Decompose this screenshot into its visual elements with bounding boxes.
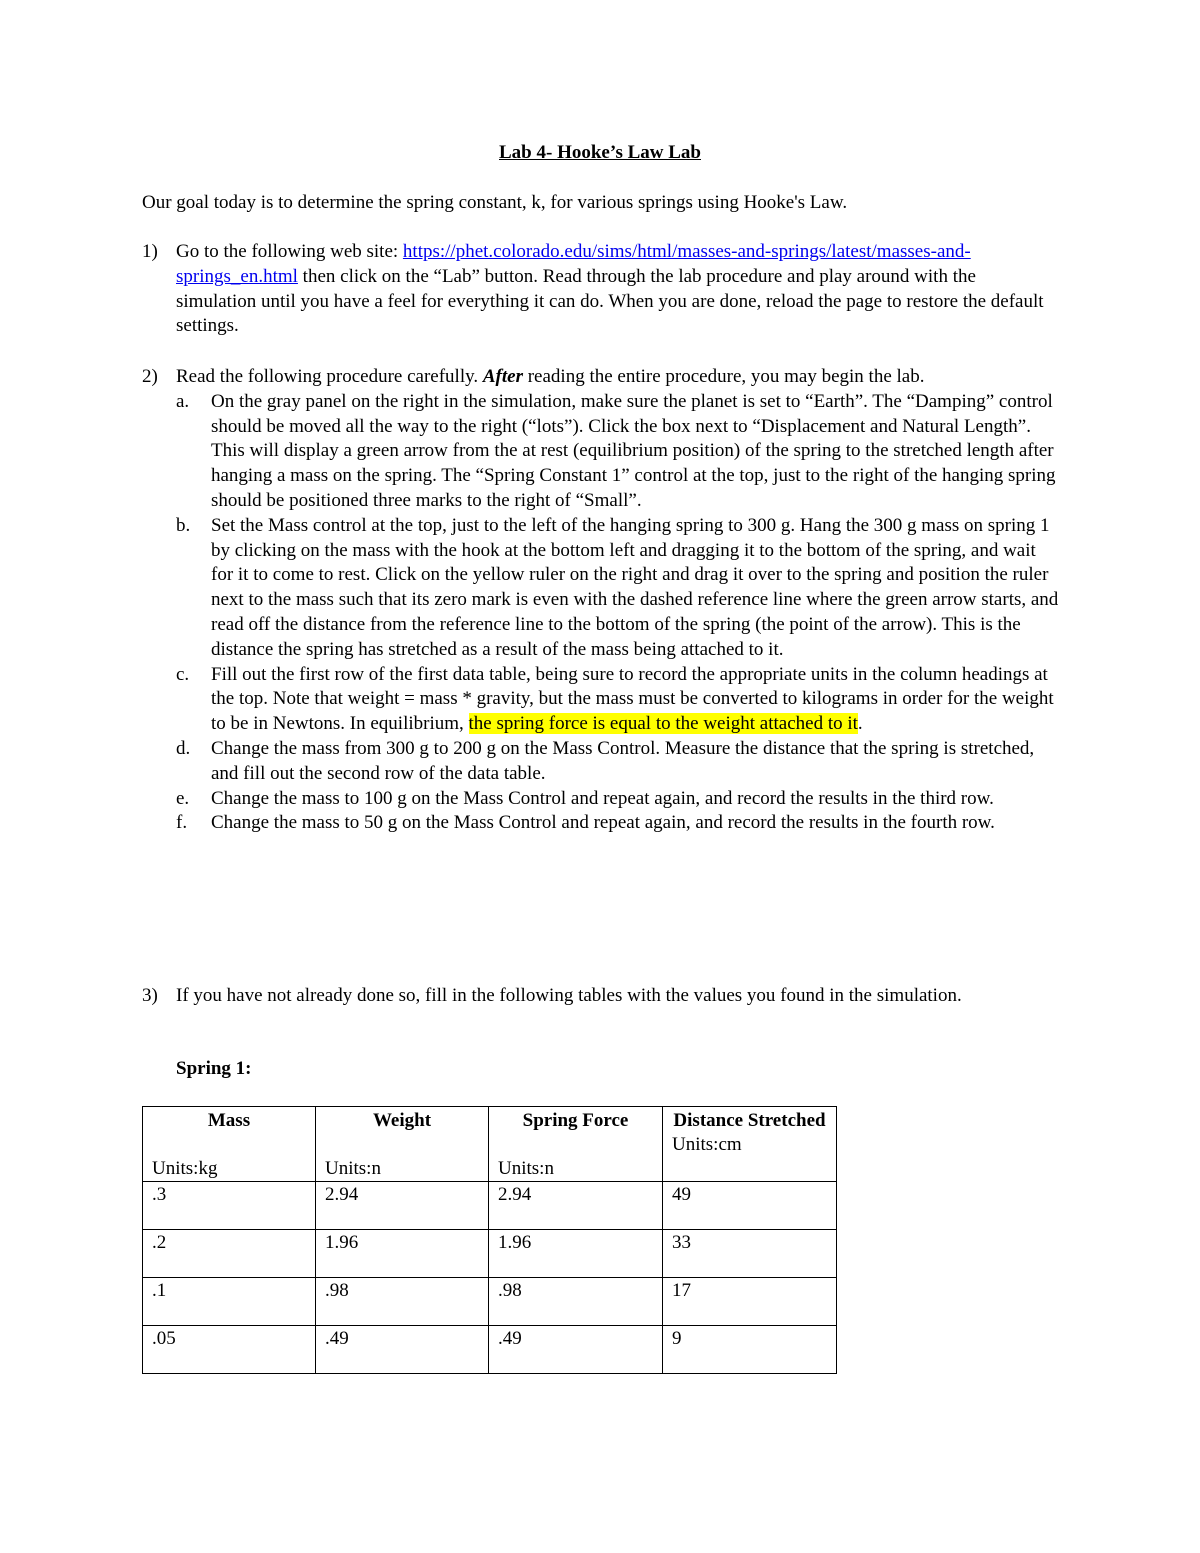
phet-simulation-link[interactable]: https://phet.colorado.edu/sims/html/masses-and-springs/latest/masses-and-springs_en.html — [176, 241, 971, 287]
header-weight — [316, 1107, 489, 1182]
header-name: Distance Stretched — [673, 1110, 826, 1131]
substep-c-tail: . — [857, 713, 863, 735]
cell-weight: .98 — [316, 1278, 489, 1326]
substep-b — [176, 514, 1060, 663]
cell-distance: 49 — [663, 1182, 837, 1230]
step-number: 3) — [142, 985, 158, 1006]
substep-text: Set the Mass control at the top, just to the left of the hanging spring to 300 g. Hang the 300 g mass on spring 1 by clicking on the mass with the hook at the bottom left and dragging it to the bottom of the spring, and wait for it to come to rest. Click on the yellow ruler on the right and drag it over to the spring and position the ruler next to the mass such that its zero mark is even with the dashed reference line where the green arrow starts, and read off the distance from the reference line to the bottom of the spring (the point of the arrow). This is the distance the spring has stretched as a result of the mass being attached to it. — [211, 514, 1059, 660]
step-1-pre: Go to the following web site: — [176, 241, 403, 262]
step-2-pre: Read the following procedure carefully. — [176, 366, 483, 387]
table-row — [143, 1326, 837, 1374]
substep-a — [176, 390, 1060, 514]
cell-spring-force: 2.94 — [489, 1182, 663, 1230]
cell-spring-force: .49 — [489, 1326, 663, 1374]
spring-1-table — [142, 1106, 837, 1374]
cell-mass: .1 — [143, 1278, 316, 1326]
step-1 — [142, 240, 1062, 339]
substep-letter: c. — [176, 663, 190, 685]
substep-text-c — [211, 663, 1060, 737]
step-2-post: reading the entire procedure, you may begin the lab. — [522, 366, 925, 387]
substep-f — [176, 811, 1060, 836]
cell-weight: 1.96 — [316, 1230, 489, 1278]
header-name: Weight — [372, 1110, 432, 1131]
step-number: 1) — [142, 241, 158, 262]
emphasis-after: After — [482, 366, 523, 387]
step-1-post: then click on the “Lab” button. Read through the lab procedure and play around with the simulation until you have a feel for everything it can do. When you are done, reload the page to restore the default settings. — [176, 265, 1044, 337]
table-row — [143, 1230, 837, 1278]
substep-letter: a. — [176, 390, 190, 412]
substep-text: On the gray panel on the right in the simulation, make sure the planet is set to “Earth”. The “Damping” control should be moved all the way to the right (“lots”). Click the box next to “Displacement and Natural Length”. This will display a green arrow from the at rest (equilibrium position) of the spring to the stretched length after hanging a mass on the spring. The “Spring Constant 1” control at the top, just to the right of the hanging spring should be positioned three marks to the right of “Small”. — [211, 390, 1056, 511]
page-title: Lab 4- Hooke’s Law Lab — [499, 142, 701, 163]
substep-letter: e. — [176, 787, 190, 809]
header-spring-force — [489, 1107, 663, 1182]
header-mass — [143, 1107, 316, 1182]
header-units: Units:kg — [152, 1158, 218, 1179]
step-1-body — [176, 240, 1060, 339]
intro-paragraph: Our goal today is to determine the spring constant, k, for various springs using Hooke's Law. — [142, 192, 848, 213]
spring-1-heading: Spring 1: — [176, 1058, 252, 1079]
table-header-row — [143, 1107, 837, 1182]
cell-weight: .49 — [316, 1326, 489, 1374]
cell-distance: 33 — [663, 1230, 837, 1278]
step-number: 2) — [142, 366, 158, 387]
header-units: Units:cm — [672, 1134, 742, 1155]
substep-letter: d. — [176, 737, 191, 759]
cell-mass: .2 — [143, 1230, 316, 1278]
substep-text: Change the mass to 100 g on the Mass Control and repeat again, and record the results in the third row. — [211, 787, 994, 809]
step-3 — [142, 984, 1062, 1009]
header-distance-stretched — [663, 1107, 837, 1182]
cell-spring-force: 1.96 — [489, 1230, 663, 1278]
table-row — [143, 1278, 837, 1326]
substep-c — [176, 663, 1060, 737]
cell-distance: 17 — [663, 1278, 837, 1326]
step-3-body: If you have not already done so, fill in the following tables with the values you found in the simulation. — [176, 985, 962, 1006]
header-name: Mass — [207, 1110, 251, 1131]
substep-letter: b. — [176, 514, 191, 536]
substep-text: Change the mass to 50 g on the Mass Control and repeat again, and record the results in the fourth row. — [211, 812, 995, 834]
header-units: Units:n — [498, 1158, 554, 1179]
table-row — [143, 1182, 837, 1230]
header-name: Spring Force — [522, 1110, 629, 1131]
highlighted-text: the spring force is equal to the weight attached to it — [468, 713, 858, 735]
cell-spring-force: .98 — [489, 1278, 663, 1326]
cell-mass: .05 — [143, 1326, 316, 1374]
step-2-intro — [176, 365, 1060, 390]
substep-letter: f. — [176, 812, 188, 834]
cell-distance: 9 — [663, 1326, 837, 1374]
header-units: Units:n — [325, 1158, 381, 1179]
substep-text: Change the mass from 300 g to 200 g on the Mass Control. Measure the distance that the spring is stretched, and fill out the second row of the data table. — [211, 737, 1035, 784]
cell-weight: 2.94 — [316, 1182, 489, 1230]
step-2 — [142, 365, 1062, 836]
substep-e — [176, 787, 1060, 812]
substep-c-text: Fill out the first row of the first data table, being sure to record the appropriate units in the column headings at the top. Note that weight = mass * gravity, but the mass must be converted to kilograms in order for the weight to be in Newtons. In equilibrium, — [211, 663, 1054, 735]
step-2-body — [176, 365, 1060, 836]
substep-d — [176, 737, 1060, 787]
cell-mass: .3 — [143, 1182, 316, 1230]
